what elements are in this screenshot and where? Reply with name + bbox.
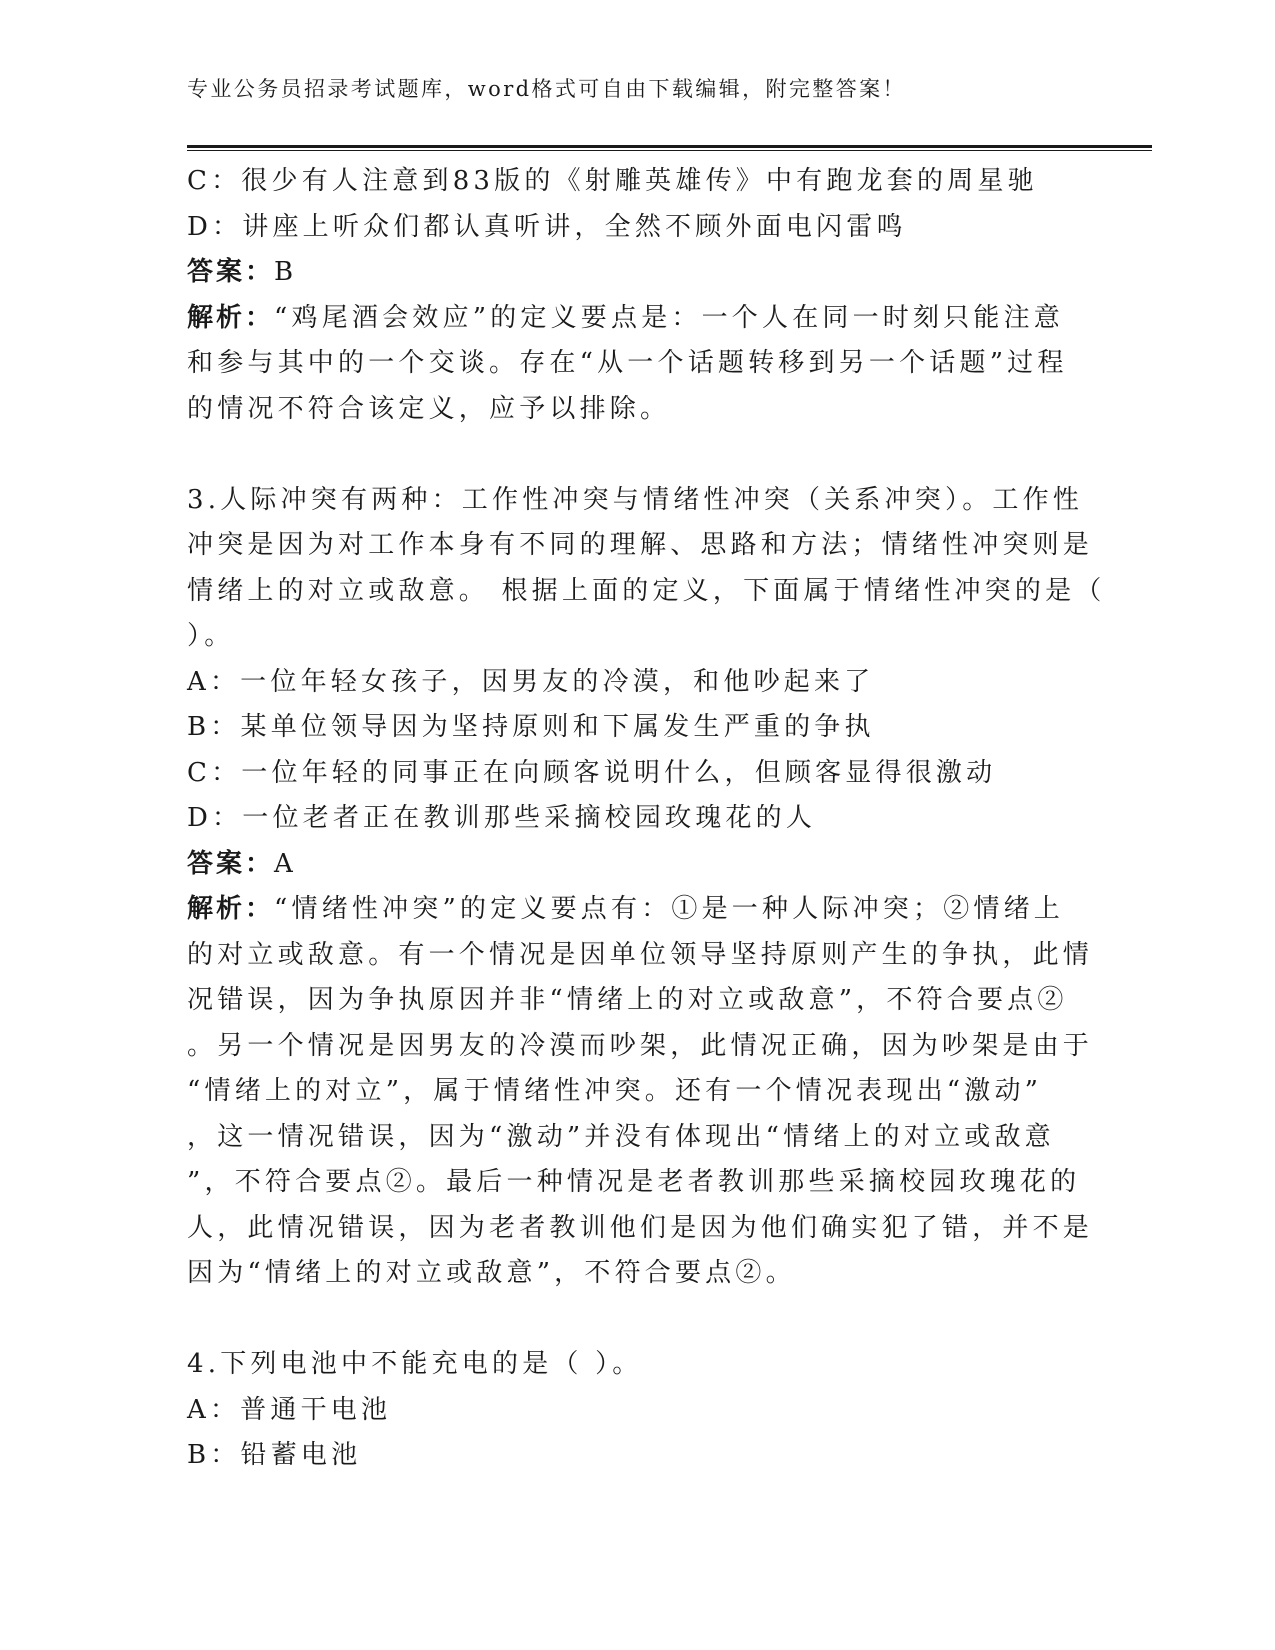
header-rule-thin	[187, 150, 1152, 151]
q3-answer	[187, 842, 1087, 888]
q4-stem: 4.下列电池中不能充电的是（ ）。	[187, 1349, 643, 1379]
q3-analysis-text: “情绪性冲突”的定义要点有：①是一种人际冲突；②情绪上	[274, 894, 1065, 924]
q3-analysis-line: ”，不符合要点②。最后一种情况是老者教训那些采摘校园玫瑰花的	[187, 1167, 1081, 1197]
q3-answer-value: A	[274, 848, 297, 879]
prev-answer-label: 答案：	[187, 257, 275, 287]
header-rule-thick	[187, 145, 1152, 148]
spacer	[187, 1297, 1087, 1343]
q3-option-d: D：一位老者正在教训那些采摘校园玫瑰花的人	[187, 803, 817, 833]
prev-analysis-label: 解析：	[187, 302, 275, 333]
prev-analysis-line: 和参与其中的一个交谈。存在“从一个话题转移到另一个话题”过程	[187, 348, 1068, 378]
q3-option-b: B：某单位领导因为坚持原则和下属发生严重的争执	[187, 712, 875, 742]
q3-analysis-label: 解析：	[187, 894, 275, 924]
prev-answer	[187, 250, 1087, 296]
q3-analysis-line: 因为“情绪上的对立或敌意”，不符合要点②。	[187, 1258, 796, 1288]
q3-stem-line: 情绪上的对立或敌意。 根据上面的定义，下面属于情绪性冲突的是（	[187, 575, 1106, 606]
q3-analysis-line: “情绪上的对立”，属于情绪性冲突。还有一个情况表现出“激动”	[187, 1076, 1043, 1106]
prev-analysis-text: “鸡尾酒会效应”的定义要点是：一个人在同一时刻只能注意	[274, 302, 1065, 333]
prev-analysis-line	[187, 296, 1087, 342]
q4-option-a: A：普通干电池	[187, 1394, 392, 1425]
q3-answer-label: 答案：	[187, 848, 275, 879]
q3-analysis-line	[187, 887, 1087, 933]
q3-stem-line: 冲突是因为对工作本身有不同的理解、思路和方法；情绪性冲突则是	[187, 530, 1094, 560]
q3-option-a: A：一位年轻女孩子，因男友的冷漠，和他吵起来了	[187, 666, 875, 697]
q4-option-b: B：铅蓄电池	[187, 1440, 362, 1470]
prev-option-c: C：很少有人注意到83版的《射雕英雄传》中有跑龙套的周星驰	[187, 166, 1038, 196]
prev-option-d: D：讲座上听众们都认真听讲，全然不顾外面电闪雷鸣	[187, 211, 907, 242]
q3-stem-line: ）。	[187, 621, 235, 651]
page-header: 专业公务员招录考试题库，word格式可自由下载编辑，附完整答案！	[187, 77, 906, 101]
q3-option-c: C：一位年轻的同事正在向顾客说明什么，但顾客显得很激动	[187, 757, 997, 788]
q3-analysis-line: 。另一个情况是因男友的冷漠而吵架，此情况正确，因为吵架是由于	[187, 1030, 1094, 1061]
document-body	[187, 159, 1106, 1479]
q3-analysis-line: 的对立或敌意。有一个情况是因单位领导坚持原则产生的争执，此情	[187, 939, 1094, 970]
prev-analysis-line: 的情况不符合该定义，应予以排除。	[187, 393, 671, 424]
q3-analysis-line: ，这一情况错误，因为“激动”并没有体现出“情绪上的对立或敌意	[187, 1121, 1055, 1152]
q3-analysis-line: 人，此情况错误，因为老者教训他们是因为他们确实犯了错，并不是	[187, 1212, 1094, 1243]
prev-answer-value: B	[274, 257, 298, 287]
q3-stem-line: 3.人际冲突有两种：工作性冲突与情绪性冲突（关系冲突）。工作性	[187, 484, 1084, 515]
spacer	[187, 432, 1087, 478]
q3-analysis-line: 况错误，因为争执原因并非“情绪上的对立或敌意”，不符合要点②	[187, 985, 1068, 1015]
